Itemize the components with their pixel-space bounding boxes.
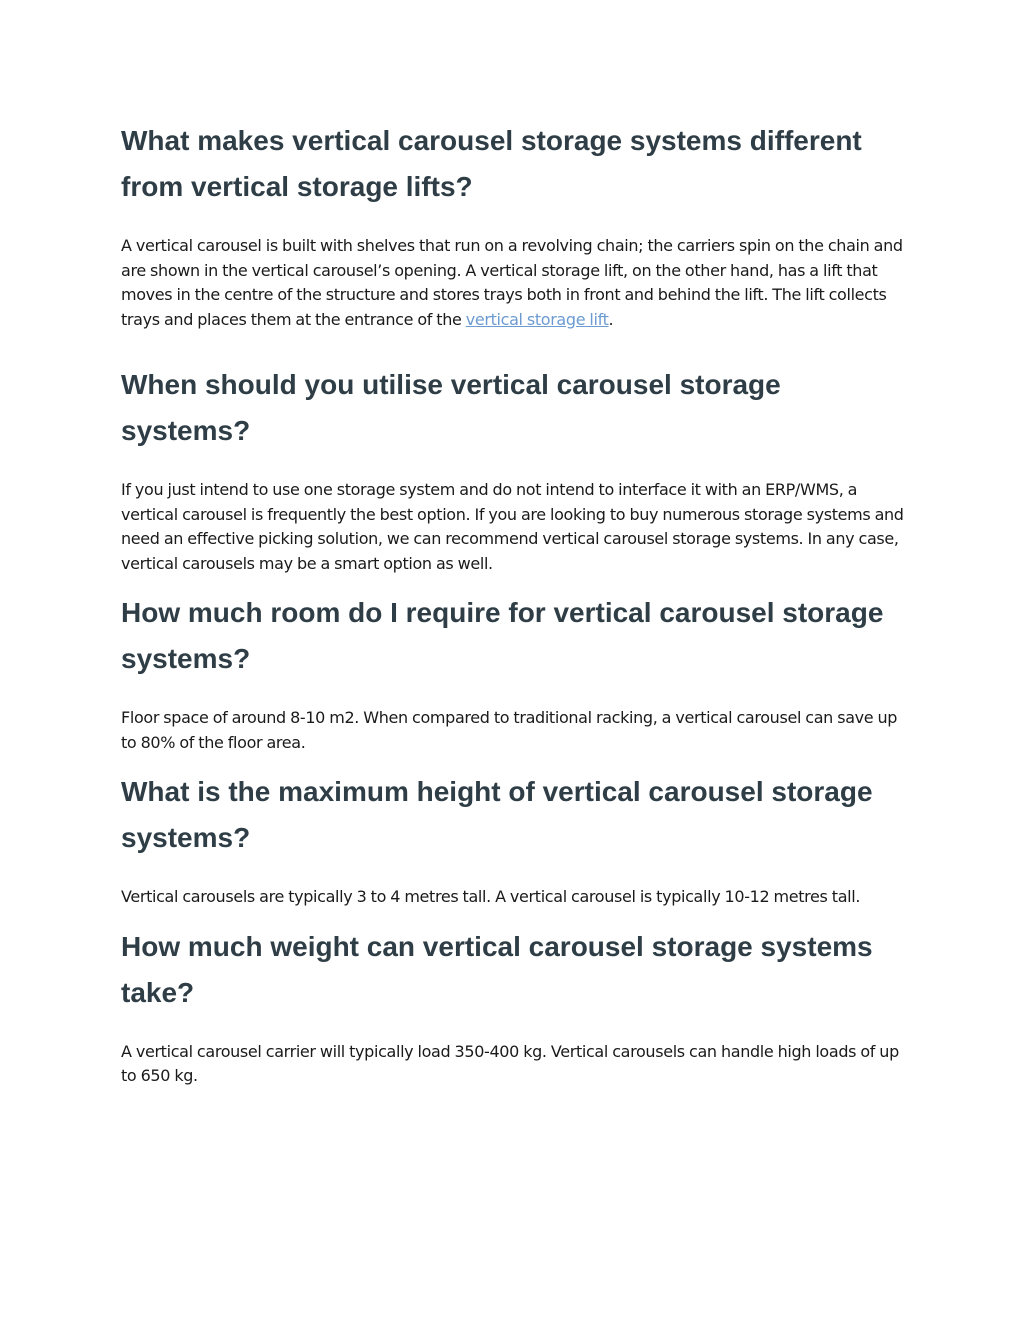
section-heading-when-to-use: When should you utilise vertical carousel storage systems?: [121, 369, 781, 446]
document-page: [121, 118, 911, 1089]
vertical-storage-lift-link[interactable]: vertical storage lift: [465, 309, 609, 329]
section-heading-max-height: What is the maximum height of vertical carousel storage systems?: [121, 776, 873, 853]
section-body-max-height: Vertical carousels are typically 3 to 4 metres tall. A vertical carousel is typically 10-12 metres tall.: [121, 887, 861, 906]
section-body-weight: A vertical carousel carrier will typically load 350-400 kg. Vertical carousels can handle high loads of up to 650 kg.: [121, 1041, 899, 1085]
section-heading-room-required: How much room do I require for vertical carousel storage systems?: [121, 597, 884, 674]
body-text: A vertical carousel is built with shelves that run on a revolving chain; the carriers spin on the chain and are shown in the vertical carousel’s opening. A vertical storage lift, on the other hand, has a lift that moves in the centre of the structure and stores trays both in front and behind the lift. The lift collects trays and places them at the entrance of the: [121, 236, 903, 329]
body-text-end: .: [608, 309, 614, 329]
section-heading-weight: How much weight can vertical carousel storage systems take?: [121, 930, 873, 1008]
section-body-when-to-use: If you just intend to use one storage system and do not intend to interface it with an ERP/WMS, a vertical carousel is frequently the best option. If you are looking to buy numerous storage systems and need an effective picking solution, we can recommend vertical carousel storage systems. In any case, vertical carousels may be a smart option as well.: [121, 480, 904, 573]
section-heading-differences: What makes vertical carousel storage systems different from vertical storage lifts?: [121, 125, 862, 202]
section-body-differences: [121, 234, 911, 332]
section-body-room-required: Floor space of around 8-10 m2. When compared to traditional racking, a vertical carousel can save up to 80% of the floor area.: [121, 708, 898, 752]
